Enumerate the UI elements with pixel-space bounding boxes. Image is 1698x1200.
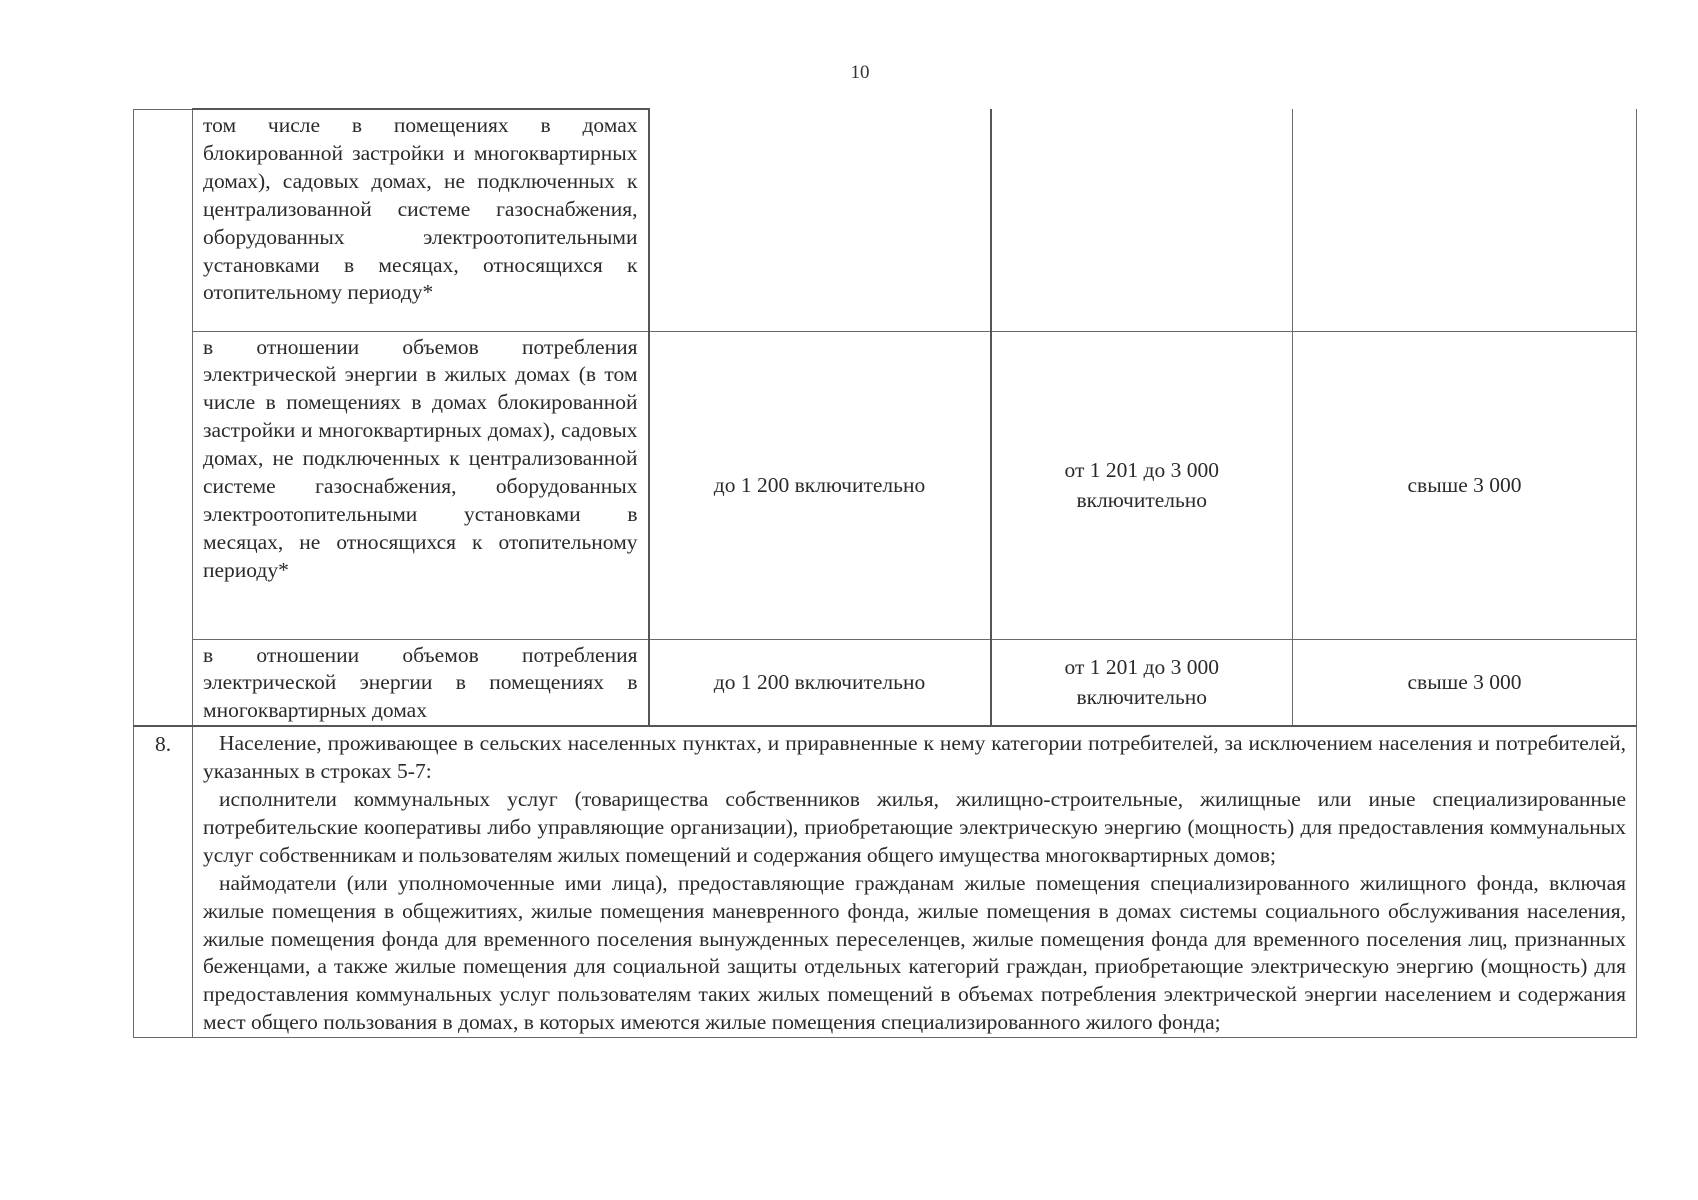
- row-description: в отношении объемов потребления электрической энергии в жилых домах (в том числе в помещениях в домах блокированной застройки и многоквартирных домах), садовых домах, не подключенных к централизованной системе газоснабжения, оборудованных электроотопительными установками в месяцах, не относящихся к отопительному периоду*: [193, 331, 649, 639]
- range-mid-cell: от 1 201 до 3 000 включительно: [991, 331, 1293, 639]
- range-low-cell: до 1 200 включительно: [649, 331, 991, 639]
- paragraph: Население, проживающее в сельских населенных пунктах, и приравненные к нему категории потребителей, за исключением населения и потребителей, указанных в строках 5-7:: [203, 731, 1626, 784]
- range-high-cell: свыше 3 000: [1293, 331, 1637, 639]
- page-number: 10: [850, 62, 870, 83]
- range-mid-cell: от 1 201 до 3 000 включительно: [991, 639, 1293, 726]
- range-low-cell: [649, 109, 991, 331]
- row-number-cell: 8.: [134, 726, 193, 1037]
- table-row: [134, 109, 1637, 331]
- range-low-cell: до 1 200 включительно: [649, 639, 991, 726]
- paragraph: наймодатели (или уполномоченные ими лица), предоставляющие гражданам жилые помещения специализированного жилищного фонда, включая жилые помещения в общежитиях, жилые помещения маневренного фонда, жилые помещения в домах системы социального обслуживания населения, жилые помещения фонда для временного поселения вынужденных переселенцев, жилые помещения фонда для временного поселения лиц, признанных беженцами, а также жилые помещения для социальной защиты отдельных категорий граждан, приобретающие электрическую энергию (мощность) для предоставления коммунальных услуг пользователям таких жилых помещений в объемах потребления электрической энергии населением и содержания мест общего пользования в домах, в которых имеются жилые помещения специализированного жилого фонда;: [203, 870, 1626, 1035]
- row-8-content: [193, 726, 1637, 1037]
- table-row: [134, 726, 1637, 1037]
- range-high-cell: [1293, 109, 1637, 331]
- range-mid-cell: [991, 109, 1293, 331]
- range-high-cell: свыше 3 000: [1293, 639, 1637, 726]
- table-row: [134, 331, 1637, 639]
- tariff-table: [133, 108, 1637, 1038]
- table-row: [134, 639, 1637, 726]
- row-number-cell: [134, 109, 193, 726]
- row-description: в отношении объемов потребления электрической энергии в помещениях в многоквартирных домах: [193, 639, 649, 726]
- paragraph: исполнители коммунальных услуг (товарищества собственников жилья, жилищно-строительные, жилищные или иные специализированные потребительские кооперативы либо управляющие организации), приобретающие электрическую энергию (мощность) для предоставления коммунальных услуг собственникам и пользователям жилых помещений и содержания общего имущества многоквартирных домов;: [203, 787, 1626, 867]
- row-description: том числе в помещениях в домах блокированной застройки и многоквартирных домах), садовых домах, не подключенных к централизованной системе газоснабжения, оборудованных электроотопительными установками в месяцах, относящихся к отопительному периоду*: [193, 109, 649, 331]
